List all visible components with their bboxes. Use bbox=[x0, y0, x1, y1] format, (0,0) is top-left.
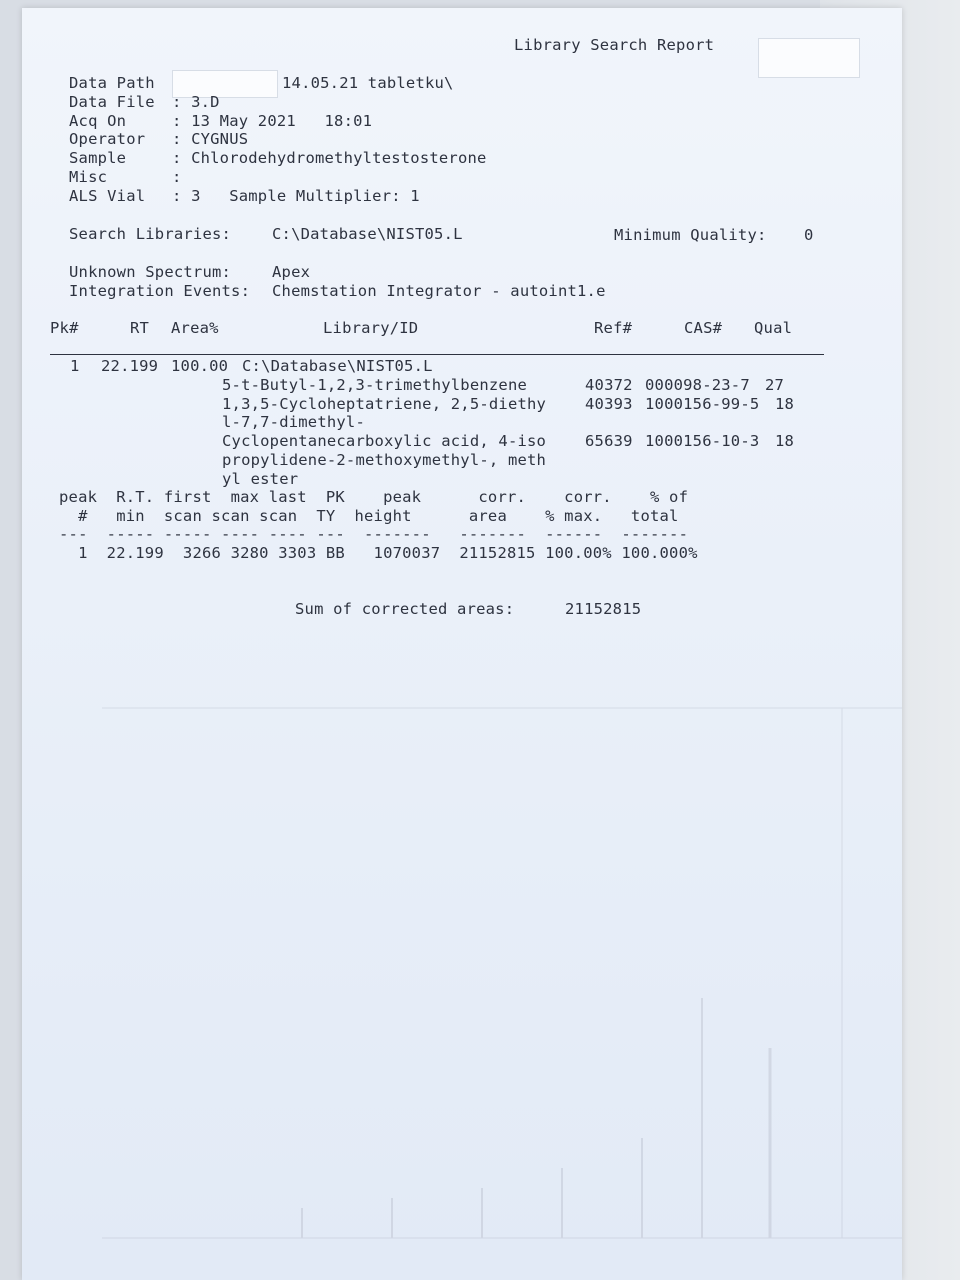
hit-2-ref: 40393 bbox=[585, 395, 633, 413]
hit-2-name: 1,3,5-Cycloheptatriene, 2,5-diethy bbox=[222, 395, 547, 413]
bleed-through-spectrum bbox=[102, 698, 902, 1258]
peak-library: C:\Database\NIST05.L bbox=[242, 357, 433, 375]
als-vial-value: : 3 Sample Multiplier: 1 bbox=[172, 187, 420, 205]
hit-2-name-cont: l-7,7-dimethyl- bbox=[222, 413, 365, 431]
minimum-quality-label: Minimum Quality: bbox=[614, 226, 767, 244]
col-header-pk: Pk# bbox=[50, 319, 79, 337]
sample-label: Sample bbox=[69, 149, 127, 167]
integration-events-value: Chemstation Integrator - autoint1.e bbox=[272, 282, 606, 300]
col-header-area: Area% bbox=[171, 319, 219, 337]
unknown-spectrum-label: Unknown Spectrum: bbox=[69, 263, 232, 281]
col-header-rt: RT bbox=[130, 319, 150, 337]
report-title: Library Search Report bbox=[514, 36, 715, 54]
hit-1-ref: 40372 bbox=[585, 376, 633, 394]
data-path-label: Data Path bbox=[69, 74, 155, 92]
search-libraries-label: Search Libraries: bbox=[69, 225, 232, 243]
integration-dashes: --- ----- ----- ---- ---- --- ------- ------- ------ ------- bbox=[59, 525, 689, 543]
integration-events-label: Integration Events: bbox=[69, 282, 251, 300]
misc-label: Misc bbox=[69, 168, 108, 186]
hit-3-cas: 1000156-10-3 bbox=[645, 432, 760, 450]
operator-label: Operator bbox=[69, 130, 146, 148]
acq-on-label: Acq On bbox=[69, 112, 127, 130]
peak-rt: 22.199 bbox=[101, 357, 159, 375]
sample-value: : Chlorodehydromethyltestosterone bbox=[172, 149, 487, 167]
integration-row: 1 22.199 3266 3280 3303 BB 1070037 21152815 100.00% 100.000% bbox=[59, 544, 698, 562]
peak-number: 1 bbox=[70, 357, 80, 375]
search-libraries-value: C:\Database\NIST05.L bbox=[272, 225, 463, 243]
operator-value: : CYGNUS bbox=[172, 130, 249, 148]
integration-header-2: # min scan scan scan TY height area % max. total bbox=[59, 507, 679, 525]
integration-header-1: peak R.T. first max last PK peak corr. corr. % of bbox=[59, 488, 689, 506]
col-header-cas: CAS# bbox=[684, 319, 723, 337]
redaction-mark bbox=[758, 38, 860, 78]
minimum-quality-value: 0 bbox=[804, 226, 814, 244]
report-page bbox=[22, 8, 902, 1280]
hit-3-name-cont: yl ester bbox=[222, 470, 299, 488]
hit-1-qual: 27 bbox=[765, 376, 785, 394]
col-header-qual: Qual bbox=[754, 319, 793, 337]
hit-2-qual: 18 bbox=[775, 395, 795, 413]
table-rule bbox=[50, 354, 824, 355]
sum-label: Sum of corrected areas: bbox=[295, 600, 515, 618]
misc-value: : bbox=[172, 168, 182, 186]
hit-2-cas: 1000156-99-5 bbox=[645, 395, 760, 413]
data-file-value: : 3.D bbox=[172, 93, 220, 111]
data-file-label: Data File bbox=[69, 93, 155, 111]
col-header-library: Library/ID bbox=[323, 319, 419, 337]
hit-3-qual: 18 bbox=[775, 432, 795, 450]
hit-3-ref: 65639 bbox=[585, 432, 633, 450]
als-vial-label: ALS Vial bbox=[69, 187, 146, 205]
data-path-value: 14.05.21 tabletku\ bbox=[282, 74, 454, 92]
sum-value: 21152815 bbox=[565, 600, 642, 618]
hit-1-cas: 000098-23-7 bbox=[645, 376, 750, 394]
peak-area: 100.00 bbox=[171, 357, 229, 375]
unknown-spectrum-value: Apex bbox=[272, 263, 311, 281]
acq-on-value: : 13 May 2021 18:01 bbox=[172, 112, 373, 130]
hit-3-name-cont: propylidene-2-methoxymethyl-, meth bbox=[222, 451, 547, 469]
col-header-ref: Ref# bbox=[594, 319, 633, 337]
hit-3-name: Cyclopentanecarboxylic acid, 4-iso bbox=[222, 432, 547, 450]
hit-1-name: 5-t-Butyl-1,2,3-trimethylbenzene bbox=[222, 376, 528, 394]
